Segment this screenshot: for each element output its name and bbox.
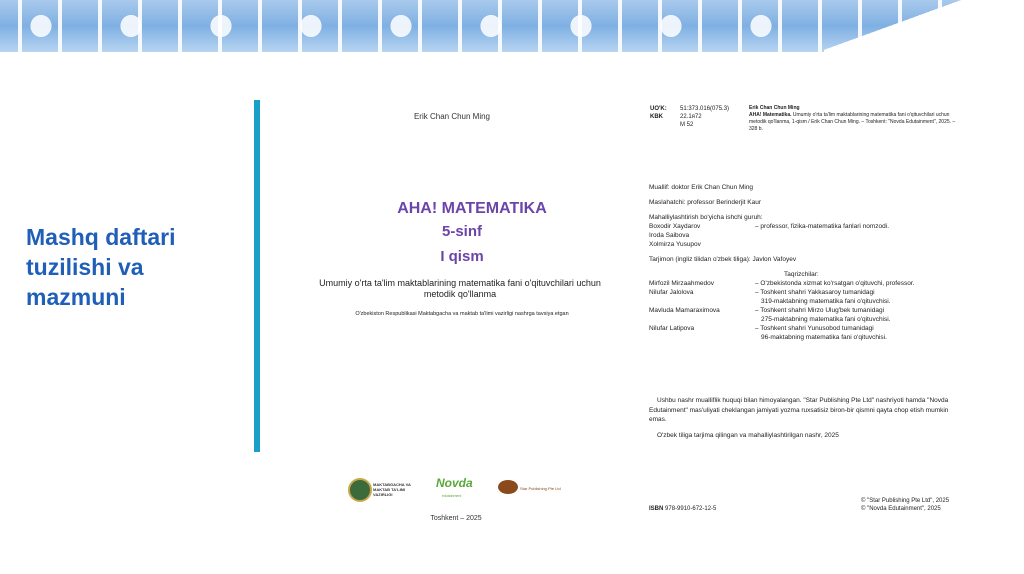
- citation-block: [749, 105, 964, 133]
- isbn-label: ISBN: [649, 506, 664, 512]
- reviewer: [649, 288, 949, 297]
- classification-key: KBK: [650, 114, 663, 120]
- member-name: Boxodir Xaydarov: [649, 223, 701, 230]
- novda-logo-sub: edutainment: [442, 494, 462, 498]
- member-role: [755, 231, 949, 240]
- group-member: [649, 222, 949, 231]
- reviewer-name: [649, 333, 755, 342]
- star-publishing-name: Star Publishing Pte Ltd: [520, 486, 561, 491]
- book-description: Umumiy o'rta ta'lim maktablarining matematika fani o'qituvchilari uchun metodik qo'llanma: [319, 278, 601, 299]
- reviewer-role: – Toshkent shahri Mirzo Ulug'bek tumanidagi: [755, 307, 885, 314]
- reviewer-role: – Toshkent shahri Yakkasaroy tumanidagi: [755, 289, 875, 296]
- author-credit: Muallif: doktor Erik Chan Chun Ming: [649, 184, 754, 191]
- ministry-name: MAKTABGACHA VA MAKTAB TA'LIMI VAZIRLIGI: [373, 482, 411, 497]
- banner-motif: [560, 4, 602, 48]
- translator-credit: Tarjimon (ingliz tilidan o'zbek tiliga): Javlon Vafoyev: [649, 256, 797, 263]
- reviewer-name: Nilufar Jalolova: [649, 289, 694, 296]
- reviewer-name: [649, 315, 755, 324]
- reviewer-role: 96-maktabning matematika fani o'qituvchisi.: [761, 334, 887, 341]
- banner-motif: [110, 4, 152, 48]
- classification-row: [650, 113, 729, 121]
- banner-motif: [470, 4, 512, 48]
- isbn-number: 978-9910-672-12-5: [665, 506, 717, 512]
- reviewer-name: Nilufar Latipova: [649, 325, 695, 332]
- ministry-seal-icon: [348, 478, 372, 502]
- copyright-block: [649, 396, 949, 446]
- reviewer-role: 319-maktabning matematika fani o'qituvchisi.: [761, 298, 891, 305]
- novda-logo: Novda: [436, 476, 473, 490]
- citation-author: Erik Chan Chun Ming: [749, 105, 800, 111]
- member-name: Xolmirza Yusupov: [649, 241, 701, 248]
- slide-title: Mashq daftari tuzilishi va mazmuni: [26, 224, 176, 310]
- consultant-credit: Maslahatchi: professor Berinderjit Kaur: [649, 199, 761, 206]
- book-grade: 5-sinf: [441, 223, 482, 240]
- classification-value: 51:373.016(075.3): [680, 106, 730, 112]
- book-approval: O'zbekiston Respublikasi Maktabgacha va maktab ta'limi vazirligi nashrga tavsiya etgan: [355, 311, 569, 317]
- reviewer-name: [649, 297, 755, 306]
- member-name: Iroda Saibova: [649, 232, 690, 239]
- publisher-logos: [348, 476, 588, 508]
- reviewer: [649, 279, 949, 288]
- banner-motif: [380, 4, 422, 48]
- reviewer-role: 275-maktabning matematika fani o'qituvchisi.: [761, 316, 891, 323]
- rights-line: © "Novda Edutainment", 2025: [861, 506, 941, 512]
- classification-row: [650, 105, 729, 113]
- member-role: – professor, fizika-matematika fanlari nomzodi.: [755, 223, 890, 230]
- reviewer: [649, 324, 949, 333]
- city-year: Toshkent – 2025: [430, 515, 482, 522]
- reviewer-name: Mirfozil Mirzaahmedov: [649, 280, 715, 287]
- banner-motif: [740, 4, 782, 48]
- citation-title: AHA! Matematika.: [749, 112, 792, 118]
- classification-value: M 52: [680, 122, 694, 128]
- book-author: Erik Chan Chun Ming: [413, 112, 491, 121]
- decorative-banner: [0, 0, 1024, 52]
- reviewer: [649, 297, 949, 306]
- star-publishing-logo-icon: [498, 480, 518, 494]
- classification-key: UO'K:: [650, 106, 667, 112]
- reviewer: [649, 315, 949, 324]
- group-member: [649, 231, 949, 240]
- group-member: [649, 240, 949, 249]
- member-role: [755, 240, 949, 249]
- credits-block: [649, 183, 949, 342]
- accent-bar: [254, 100, 260, 452]
- classification-row: [650, 121, 729, 129]
- citation-text: Umumiy o'rta ta'lim maktablarining matematika fani o'qituvchilari uchun metodik qo'llanma, 1-qism / Erik Chan Chun Ming. – Toshkent: "Novda Edutainment", 2025. – 328 b.: [749, 112, 956, 132]
- classification-block: [650, 105, 729, 129]
- isbn-line: [649, 506, 716, 512]
- banner-fade: [824, 0, 1024, 52]
- book-title: AHA! MATEMATIKA: [397, 200, 547, 217]
- classification-value: 22.1я72: [680, 114, 702, 120]
- translation-note: O'zbek tiliga tarjima qilingan va mahalliylashtirilgan nashr, 2025: [657, 431, 839, 439]
- copyright-note: Ushbu nashr mualliflik huquqi bilan himoyalangan. "Star Publishing Pte Ltd" nashriyoti hamda "Novda Edutainment" mas'uliyati cheklangan jamiyati yozma ruxsatisiz biron-bir qismni qayta chop etish mumkin emas.: [649, 397, 949, 423]
- reviewer: [649, 306, 949, 315]
- book-part: I qism: [440, 248, 484, 265]
- reviewer: [649, 333, 949, 342]
- banner-motif: [200, 4, 242, 48]
- banner-motif: [20, 4, 62, 48]
- rights-block: [861, 497, 949, 513]
- banner-motif: [650, 4, 692, 48]
- reviewer-name: Mavluda Mamaraximova: [649, 307, 720, 314]
- reviewer-role: – O'zbekistonda xizmat ko'rsatgan o'qituvchi, professor.: [755, 280, 915, 287]
- banner-motif: [290, 4, 332, 48]
- group-heading: Mahalliylashtirish bo'yicha ishchi guruh:: [649, 214, 763, 221]
- reviewer-role: – Toshkent shahri Yunusobod tumanidagi: [755, 325, 874, 332]
- rights-line: © "Star Publishing Pte Ltd", 2025: [861, 498, 950, 504]
- reviewers-heading: Taqrizchilar:: [784, 271, 819, 278]
